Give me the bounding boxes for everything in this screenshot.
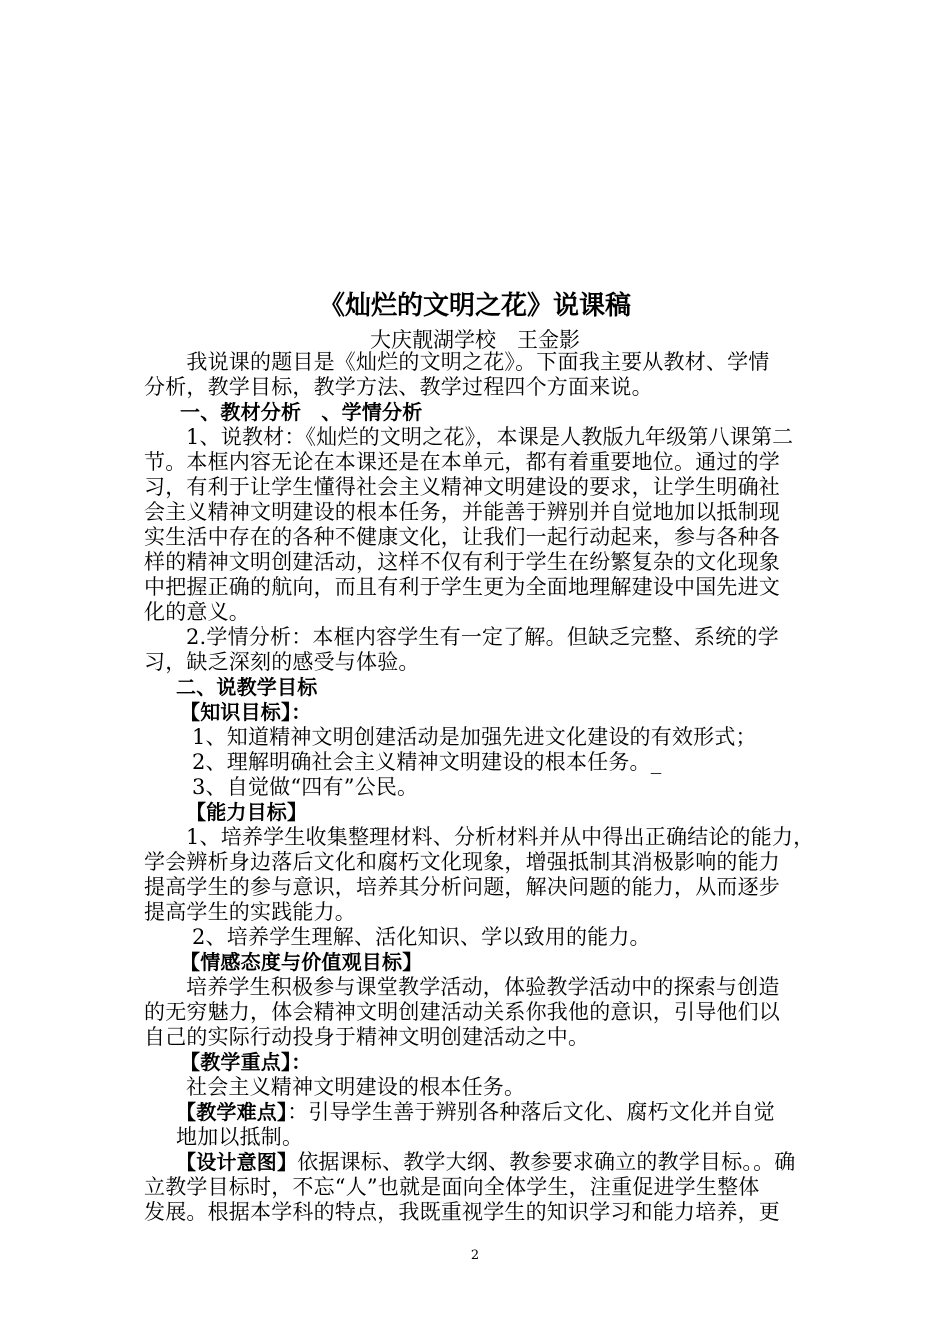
paragraph-line: 培养学生积极参与课堂教学活动，体验教学活动中的探索与创造 <box>186 975 780 999</box>
subsection-heading: 【情感态度与价值观目标】 <box>180 950 423 974</box>
design-intent-label: 【设计意图】 <box>176 1150 298 1174</box>
paragraph-line: 提高学生的参与意识，培养其分析问题，解决问题的能力，从而逐步 <box>144 875 780 899</box>
list-item: 2、理解明确社会主义精神文明建设的根本任务。_ <box>192 750 662 774</box>
subsection-heading: 【教学重点】： <box>180 1050 312 1074</box>
paragraph-line: 化的意义。 <box>144 600 250 624</box>
paragraph-line: 社会主义精神文明建设的根本任务。 <box>186 1075 526 1099</box>
subsection-heading: 【知识目标】： <box>180 700 312 724</box>
paragraph-line: 地加以抵制。 <box>176 1125 304 1149</box>
paragraph-line: 1、培养学生收集整理材料、分析材料并从中得出正确结论的能力， <box>186 825 815 849</box>
difficulty-text: ：引导学生善于辨别各种落后文化、腐朽文化并自觉 <box>287 1100 775 1124</box>
paragraph-line: 中把握正确的航向，而且有利于学生更为全面地理解建设中国先进文 <box>144 575 780 599</box>
paragraph-line: 节。本框内容无论在本课还是在本单元，都有着重要地位。通过的学 <box>144 450 780 474</box>
paragraph-line: 习，有利于让学生懂得社会主义精神文明建设的要求，让学生明确社 <box>144 475 780 499</box>
author-line: 大庆靓湖学校 王金影 <box>370 328 580 352</box>
difficulty-label: 【教学难点】 <box>176 1100 288 1124</box>
paragraph-line: 提高学生的实践能力。 <box>144 900 356 924</box>
design-intent-line <box>176 1150 846 1175</box>
list-item: 1、知道精神文明创建活动是加强先进文化建设的有效形式； <box>192 725 757 749</box>
page-number: 2 <box>470 1248 480 1263</box>
list-item: 3、自觉做“四有”公民。 <box>192 775 419 799</box>
paragraph-line: 分析，教学目标，教学方法、教学过程四个方面来说。 <box>144 375 653 399</box>
paragraph-line: 2.学情分析：本框内容学生有一定了解。但缺乏完整、系统的学 <box>186 625 779 649</box>
document-title: 《灿烂的文明之花》说课稿 <box>318 291 631 321</box>
paragraph-line: 立教学目标时，不忘“人”也就是面向全体学生，注重促进学生整体 <box>144 1175 760 1199</box>
paragraph-line: 实生活中存在的各种不健康文化，让我们一起行动起来，参与各种各 <box>144 525 780 549</box>
section-heading: 二、说教学目标 <box>176 675 318 699</box>
paragraph-line: 我说课的题目是《灿烂的文明之花》。下面我主要从教材、学情 <box>144 350 770 374</box>
paragraph-line: 的无穷魅力，体会精神文明创建活动关系你我他的意识，引导他们以 <box>144 1000 780 1024</box>
paragraph-line: 会主义精神文明建设的根本任务，并能善于辨别并自觉地加以抵制现 <box>144 500 780 524</box>
section-heading: 一、教材分析 、学情分析 <box>180 400 423 424</box>
difficulty-line <box>176 1100 846 1125</box>
paragraph-line: 发展。根据本学科的特点，我既重视学生的知识学习和能力培养，更 <box>144 1200 780 1224</box>
paragraph-line: 学会辨析身边落后文化和腐朽文化现象，增强抵制其消极影响的能力 <box>144 850 780 874</box>
subsection-heading: 【能力目标】 <box>186 800 308 824</box>
design-intent-text: 依据课标、教学大纲、教参要求确立的教学目标。。确 <box>297 1150 796 1174</box>
paragraph-line: 样的精神文明创建活动，这样不仅有利于学生在纷繁复杂的文化现象 <box>144 550 780 574</box>
paragraph-line: 自己的实际行动投身于精神文明创建活动之中。 <box>144 1025 590 1049</box>
list-item: 2、培养学生理解、活化知识、学以致用的能力。 <box>192 925 651 949</box>
paragraph-line: 1、说教材：《灿烂的文明之花》，本课是人教版九年级第八课第二 <box>186 425 794 449</box>
paragraph-line: 习，缺乏深刻的感受与体验。 <box>144 650 420 674</box>
